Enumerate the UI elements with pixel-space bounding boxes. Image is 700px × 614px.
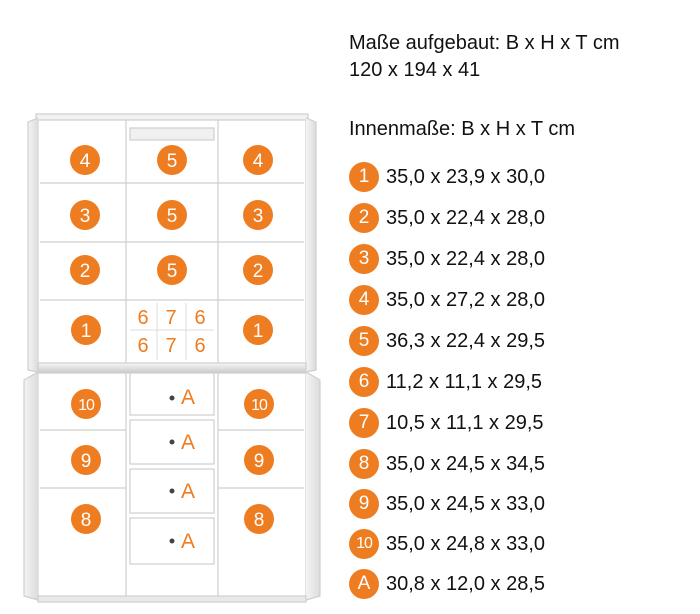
legend-dims: 35,0 x 22,4 x 28,0 [386,247,546,270]
badge-lower-1-right [244,445,274,475]
badge-upper-2-right [243,255,273,285]
legend-dims: 36,3 x 22,4 x 29,5 [386,329,546,352]
legend-badge: 7 [349,408,379,438]
legend-row [349,449,545,479]
svg-text:4: 4 [252,151,264,172]
legend-dims: 35,0 x 27,2 x 28,0 [386,288,546,311]
cubby-label: 6 [194,335,206,357]
legend-badge: 3 [349,244,379,274]
svg-text:10: 10 [78,397,94,414]
heading-inner: Innenmaße: B x H x T cm [349,118,576,140]
badge-upper-3-right [243,315,273,345]
svg-text:10: 10 [251,397,267,414]
badge-upper-0-left [70,145,100,175]
legend-row [349,203,545,233]
badge-lower-0-left [71,389,101,419]
svg-text:9: 9 [253,451,265,472]
svg-text:3: 3 [79,206,91,227]
badge-upper-1-center [157,200,187,230]
badge-upper-2-center [157,255,187,285]
badge-upper-1-right [243,200,273,230]
svg-text:2: 2 [79,261,91,282]
svg-text:2: 2 [252,261,264,282]
legend-row [349,408,544,438]
legend-dims: 35,0 x 22,4 x 28,0 [386,206,546,229]
cubby-label: 7 [165,307,177,329]
legend-row [349,326,545,356]
badge-lower-2-left [71,504,101,534]
legend-row [349,162,545,192]
badge-upper-1-left [70,200,100,230]
legend-dims: 35,0 x 24,5 x 33,0 [386,492,546,515]
drawer-label: A [181,431,196,454]
legend-row [349,569,545,599]
badge-upper-0-right [243,145,273,175]
cubby-label: 6 [137,335,149,357]
drawer-label: A [181,530,196,553]
svg-text:4: 4 [79,151,91,172]
badge-upper-0-center [157,145,187,175]
legend-badge: 5 [349,326,379,356]
legend-badge: 9 [349,489,379,519]
svg-text:3: 3 [252,206,264,227]
legend-badge: 6 [349,367,379,397]
drawer-label: A [181,480,196,503]
badge-upper-2-left [70,255,100,285]
legend-row [349,285,545,315]
badge-upper-3-left [71,315,101,345]
legend-row [349,529,545,559]
svg-text:1: 1 [252,321,264,342]
legend-row [349,489,545,519]
svg-text:5: 5 [166,206,178,227]
svg-text:9: 9 [80,451,92,472]
svg-text:8: 8 [253,510,265,531]
badge-lower-1-left [71,445,101,475]
svg-text:5: 5 [166,261,178,282]
cubby-label: 6 [194,307,206,329]
badge-lower-2-right [244,504,274,534]
svg-text:5: 5 [166,151,178,172]
cabinet-body [24,114,320,602]
svg-text:8: 8 [80,510,92,531]
legend-badge: 8 [349,449,379,479]
legend-badge: 1 [349,162,379,192]
cubby-label: 7 [165,335,177,357]
legend-dims: 11,2 x 11,1 x 29,5 [386,370,543,393]
legend-row [349,244,545,274]
heading-outer: Maße aufgebaut: B x H x T cm [349,32,620,54]
legend-badge: 2 [349,203,379,233]
cubby-label: 6 [137,307,149,329]
legend-dims: 10,5 x 11,1 x 29,5 [386,411,544,434]
legend-dims: 35,0 x 24,8 x 33,0 [386,532,546,555]
legend-badge: A [349,569,379,599]
badge-lower-0-right [244,389,274,419]
outer-dimensions: 120 x 194 x 41 [349,59,481,81]
legend-row [349,367,542,397]
drawer-label: A [181,386,196,409]
svg-text:1: 1 [80,321,92,342]
legend-dims: 35,0 x 24,5 x 34,5 [386,452,546,475]
legend-badge: 4 [349,285,379,315]
legend-dims: 30,8 x 12,0 x 28,5 [386,572,546,595]
legend-badge: 10 [349,529,379,559]
legend-dims: 35,0 x 23,9 x 30,0 [386,165,546,188]
